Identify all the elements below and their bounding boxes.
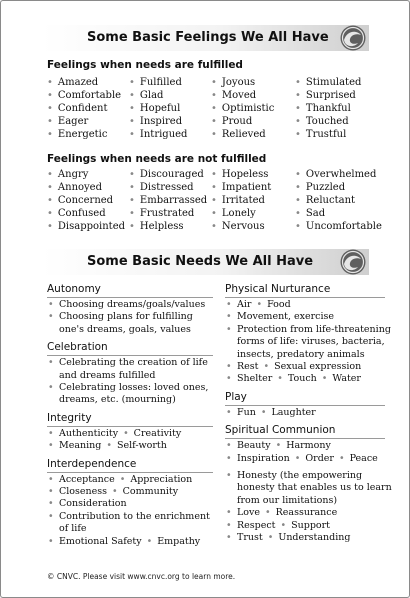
need-line xyxy=(225,349,385,361)
need-line xyxy=(47,370,213,382)
need-item: Creativity xyxy=(133,427,182,439)
need-item: Love xyxy=(237,507,261,519)
unfulfilled-feeling-word: • Embarrassed xyxy=(129,194,211,207)
fulfilled-feeling-word: • Confident xyxy=(47,102,129,115)
need-item: Movement, exercise xyxy=(237,311,335,323)
unfulfilled-feeling-word: • Frustrated xyxy=(129,207,211,220)
need-line xyxy=(225,336,385,348)
needs-section xyxy=(225,424,385,465)
need-line xyxy=(225,453,385,465)
need-item: Beauty xyxy=(237,440,271,452)
need-line xyxy=(47,357,213,369)
bullet-separator: • xyxy=(275,440,282,452)
unfulfilled-feeling-word: • Discouraged xyxy=(129,168,211,181)
fulfilled-feeling-word: • Eager xyxy=(47,115,129,128)
need-line xyxy=(47,299,213,311)
fulfilled-feeling-word: • Glad xyxy=(129,89,211,102)
need-line xyxy=(47,523,213,535)
bullet-separator: • xyxy=(338,452,345,464)
unfulfilled-feeling-word: • Irritated xyxy=(211,194,295,207)
bullet-separator: • xyxy=(263,361,270,373)
needs-section-heading: Play xyxy=(225,391,385,406)
fulfilled-feeling-word: • Surprised xyxy=(295,89,377,102)
need-item: insects, predatory animals xyxy=(237,348,365,360)
need-item: Celebrating the creation of life xyxy=(59,357,208,369)
need-item: dreams, etc. (mourning) xyxy=(59,394,176,406)
need-line xyxy=(47,382,213,394)
fulfilled-feeling-word: • Fulfilled xyxy=(129,76,211,89)
need-item: Respect xyxy=(237,519,276,531)
unfulfilled-feeling-word: • Confused xyxy=(47,207,129,220)
unfulfilled-feeling-word: • Nervous xyxy=(211,220,295,233)
need-item: Acceptance xyxy=(59,473,115,485)
fulfilled-feeling-word: • Relieved xyxy=(211,128,295,141)
needs-section xyxy=(47,412,213,453)
needs-title: Some Basic Needs We All Have xyxy=(87,254,314,269)
need-item: Consideration xyxy=(59,498,127,510)
need-item: Protection from life-threatening xyxy=(237,323,391,335)
fulfilled-feeling-word: • Amazed xyxy=(47,76,129,89)
need-line xyxy=(225,440,385,452)
needs-section xyxy=(225,391,385,419)
needs-section-heading: Autonomy xyxy=(47,283,213,298)
fulfilled-feeling-word: • Joyous xyxy=(211,76,295,89)
need-line xyxy=(47,486,213,498)
need-line xyxy=(47,428,213,440)
fulfilled-heading: Feelings when needs are fulfilled xyxy=(47,59,243,71)
unfulfilled-feeling-word: • Sad xyxy=(295,207,377,220)
fulfilled-feeling-word: • Moved xyxy=(211,89,295,102)
need-item: one's dreams, goals, values xyxy=(59,323,191,335)
fulfilled-feeling-word: • Proud xyxy=(211,115,295,128)
need-item: Choosing dreams/goals/values xyxy=(59,299,206,310)
needs-section-heading: Interdependence xyxy=(47,458,213,473)
need-line xyxy=(225,495,385,507)
need-item: Water xyxy=(332,373,361,385)
need-item: Rest xyxy=(237,361,259,373)
need-item: of life xyxy=(59,523,87,535)
unfulfilled-feeling-word: • Reluctant xyxy=(295,194,377,207)
bullet-separator: • xyxy=(277,373,283,385)
need-line xyxy=(47,511,213,523)
needs-section xyxy=(47,283,213,336)
unfulfilled-feeling-word: • Overwhelmed xyxy=(295,168,377,181)
needs-section xyxy=(225,470,392,544)
need-item: and dreams fulfilled xyxy=(59,369,156,381)
bullet-separator: • xyxy=(321,373,328,385)
unfulfilled-feeling-word: • Puzzled xyxy=(295,181,377,194)
needs-right-column xyxy=(225,283,392,550)
need-item: Order xyxy=(305,452,334,464)
need-line xyxy=(225,311,385,323)
fulfilled-feeling-word: • Thankful xyxy=(295,102,377,115)
need-item: Choosing plans for fulfilling xyxy=(59,311,193,323)
need-item: Celebrating losses: loved ones, xyxy=(59,382,209,394)
needs-section xyxy=(225,283,391,386)
need-line xyxy=(47,311,213,323)
need-item: Food xyxy=(267,299,291,310)
need-line xyxy=(47,536,213,548)
needs-section xyxy=(47,458,213,548)
need-item: Understanding xyxy=(278,532,351,544)
need-item: Reassurance xyxy=(275,507,338,519)
bullet-separator: • xyxy=(267,532,274,544)
needs-left-column xyxy=(47,283,213,553)
unfulfilled-feeling-word: • Annoyed xyxy=(47,181,129,194)
bullet-separator: • xyxy=(146,535,153,547)
fulfilled-feeling-word: • Inspired xyxy=(129,115,211,128)
need-line xyxy=(225,299,385,311)
fulfilled-feeling-word: • Trustful xyxy=(295,128,377,141)
unfulfilled-feeling-word: • Disappointed xyxy=(47,220,129,233)
needs-section-heading: Physical Nurturance xyxy=(225,283,385,298)
fulfilled-feelings-grid xyxy=(47,76,377,141)
unfulfilled-feeling-word: • Lonely xyxy=(211,207,295,220)
unfulfilled-feeling-word: • Impatient xyxy=(211,181,295,194)
fulfilled-feeling-word: • Comfortable xyxy=(47,89,129,102)
bullet-separator: • xyxy=(265,507,271,519)
need-item: Touch xyxy=(287,373,317,385)
need-line xyxy=(225,507,385,519)
unfulfilled-feeling-word: • Uncomfortable xyxy=(295,220,377,233)
need-item: Support xyxy=(291,519,330,531)
copyright-footer: © CNVC. Please visit www.cnvc.org to learn more. xyxy=(47,572,236,581)
need-item: Air xyxy=(237,299,252,310)
needs-section-heading: Celebration xyxy=(47,341,213,356)
unfulfilled-feelings-grid xyxy=(47,168,382,233)
fulfilled-feeling-word: • Touched xyxy=(295,115,377,128)
need-line xyxy=(47,474,213,486)
bullet-separator: • xyxy=(106,440,112,452)
need-item: honesty that enables us to learn xyxy=(237,482,392,494)
need-item: Laughter xyxy=(271,406,316,418)
need-item: Trust xyxy=(237,532,263,544)
need-line xyxy=(225,373,385,385)
need-item: Inspiration xyxy=(237,452,290,464)
bullet-separator: • xyxy=(112,486,118,498)
need-line xyxy=(225,361,385,373)
need-item: forms of life: viruses, bacteria, xyxy=(237,336,385,348)
need-item: from our limitations) xyxy=(237,494,338,506)
need-item: Authenticity xyxy=(59,427,119,439)
need-line xyxy=(225,407,385,419)
unfulfilled-heading: Feelings when needs are not fulfilled xyxy=(47,153,267,165)
fulfilled-feeling-word: • Optimistic xyxy=(211,102,295,115)
bullet-separator: • xyxy=(123,427,129,439)
bullet-separator: • xyxy=(280,519,287,531)
need-line xyxy=(47,324,213,336)
need-item: Shelter xyxy=(237,373,273,385)
fulfilled-feeling-word: • Energetic xyxy=(47,128,129,141)
need-item: Appreciation xyxy=(130,473,193,485)
need-line xyxy=(225,532,385,544)
need-item: Meaning xyxy=(59,440,102,452)
needs-title-band xyxy=(41,249,369,275)
need-line xyxy=(225,470,385,482)
need-line xyxy=(225,520,385,532)
needs-section xyxy=(47,341,213,407)
need-item: Sexual expression xyxy=(274,361,362,373)
need-line xyxy=(47,394,213,406)
need-item: Community xyxy=(122,486,179,498)
need-item: Closeness xyxy=(59,486,108,498)
needs-section-heading: Integrity xyxy=(47,412,213,427)
need-line xyxy=(47,440,213,452)
cnvc-swirl-logo-icon xyxy=(339,248,367,276)
unfulfilled-feeling-word: • Hopeless xyxy=(211,168,295,181)
fulfilled-feeling-word: • Hopeful xyxy=(129,102,211,115)
unfulfilled-feeling-word: • Concerned xyxy=(47,194,129,207)
unfulfilled-feeling-word: • Distressed xyxy=(129,181,211,194)
bullet-separator: • xyxy=(260,406,267,418)
needs-section-heading: Spiritual Communion xyxy=(225,424,385,439)
need-item: Fun xyxy=(237,406,256,418)
unfulfilled-feeling-word: • Angry xyxy=(47,168,129,181)
bullet-separator: • xyxy=(294,452,301,464)
need-line xyxy=(225,482,392,494)
need-item: Contribution to the enrichment xyxy=(59,510,210,522)
need-item: Self-worth xyxy=(116,440,167,452)
need-item: Honesty (the empowering xyxy=(237,470,363,482)
need-item: Peace xyxy=(349,452,378,464)
unfulfilled-feeling-word: • Helpless xyxy=(129,220,211,233)
bullet-separator: • xyxy=(256,299,263,310)
need-item: Empathy xyxy=(157,535,201,547)
cnvc-swirl-logo-icon xyxy=(339,24,367,52)
fulfilled-feeling-word: • Intrigued xyxy=(129,128,211,141)
bullet-separator: • xyxy=(119,473,126,485)
need-item: Emotional Safety xyxy=(59,535,142,547)
need-line xyxy=(225,323,391,336)
feelings-title-band xyxy=(41,25,369,51)
fulfilled-feeling-word: • Stimulated xyxy=(295,76,377,89)
need-item: Harmony xyxy=(286,440,331,452)
feelings-title: Some Basic Feelings We All Have xyxy=(87,30,329,45)
need-line xyxy=(47,498,213,510)
